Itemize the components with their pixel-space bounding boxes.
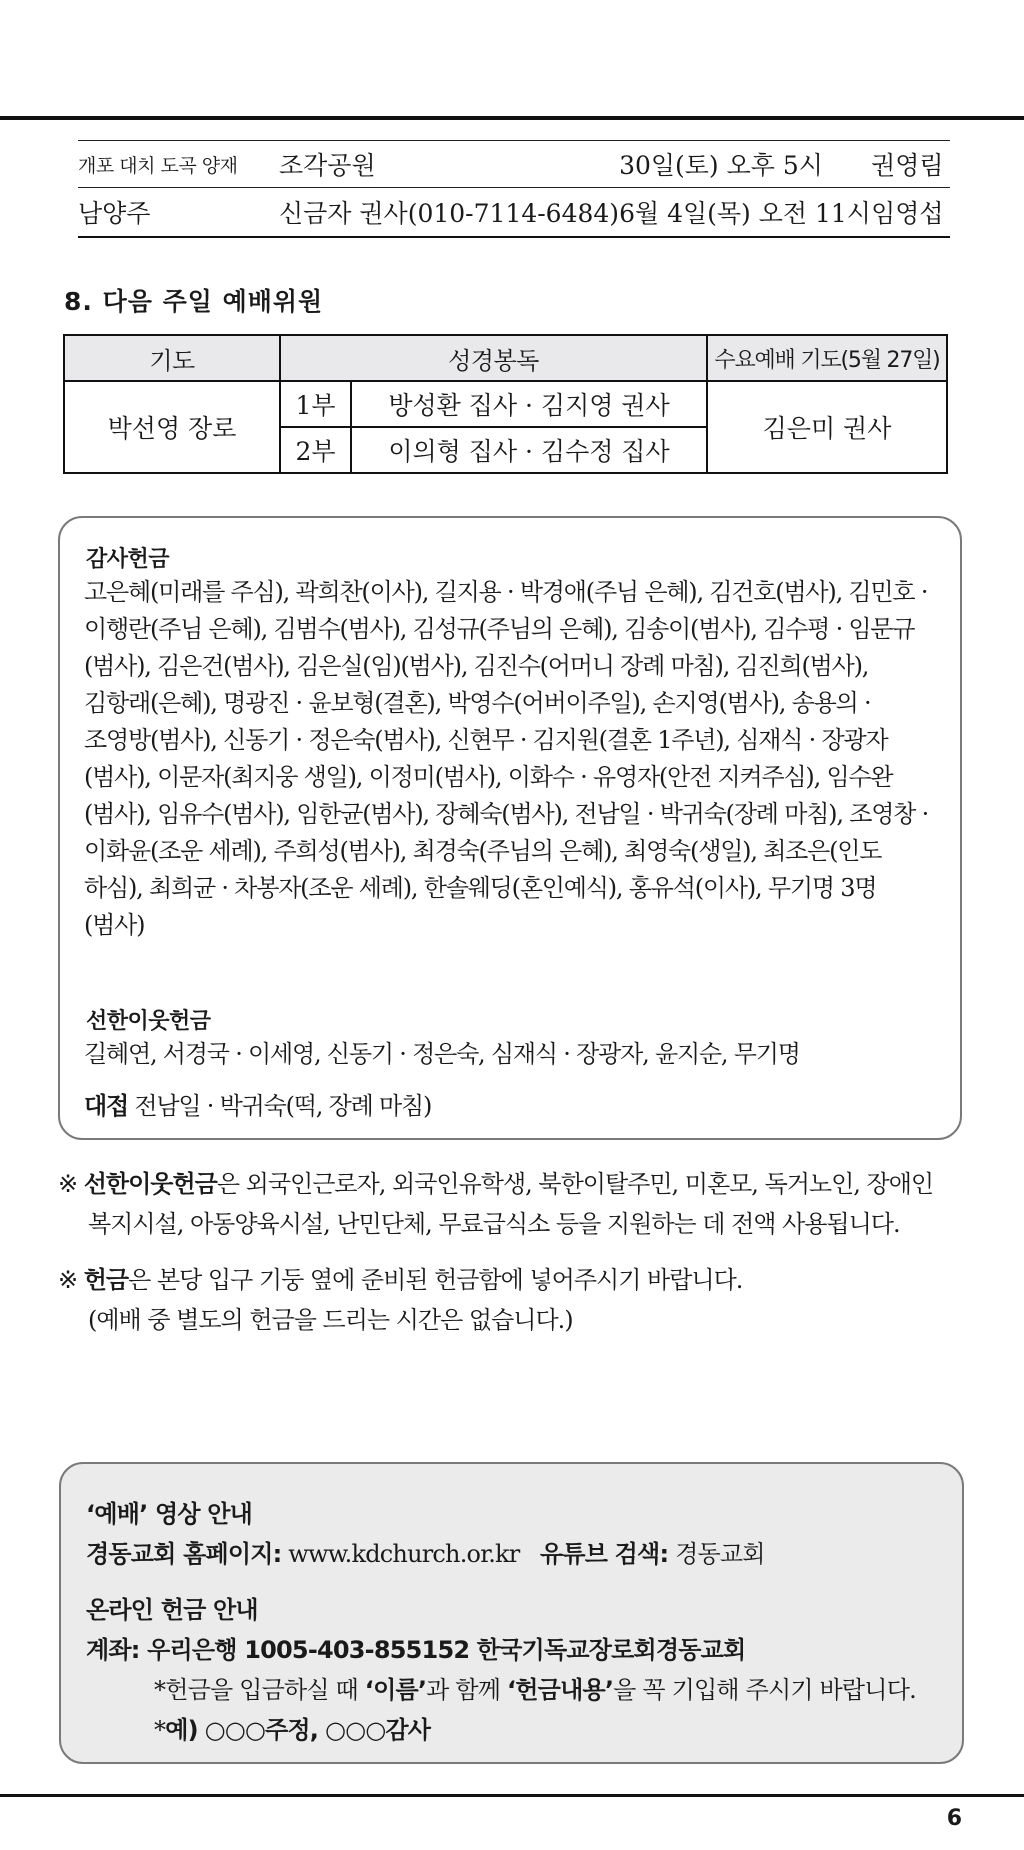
host-cell: 신금자 권사(010-7114-6484) — [279, 188, 619, 238]
offering-note — [58, 1260, 978, 1340]
reader-cell: 이의형 집사 · 김수정 집사 — [351, 427, 707, 473]
page-number: 6 — [946, 1806, 962, 1831]
note-text: 은 외국인근로자, 외국인유학생, 북한이탈주민, 미혼모, 독거노인, 장애인 — [216, 1170, 934, 1198]
note-mark: ※ — [58, 1170, 84, 1198]
wednesday-prayer-cell: 김은미 권사 — [707, 381, 947, 473]
account-value: 우리은행 1005-403-855152 한국기독교장로회경동교회 — [139, 1636, 746, 1664]
note-text: (예배 중 별도의 헌금을 드리는 시간은 없습니다.) — [88, 1306, 573, 1334]
list-item: (범사) — [84, 911, 145, 939]
list-item: 하심), 최희균 · 차봉자(조운 세례), 한솔웨딩(혼인예식), 홍유석(이사), 무기명 3명 — [84, 874, 877, 902]
neighbor-offering-title: 선한이웃헌금 — [86, 1009, 211, 1034]
neighbor-offering-note — [58, 1164, 978, 1244]
account-line — [86, 1630, 745, 1665]
list-item: 이행란(주님 은혜), 김범수(범사), 김성규(주님의 은혜), 김송이(범사), 김수평 · 임문규 — [84, 615, 915, 643]
worship-committee-table — [63, 334, 948, 474]
part-cell: 1부 — [280, 381, 351, 427]
homepage-link[interactable]: www.kdchurch.or.kr — [281, 1540, 520, 1568]
reading-header: 성경봉독 — [280, 335, 707, 381]
note-bold: 선한이웃헌금 — [83, 1170, 217, 1198]
youtube-value: 경동교회 — [668, 1540, 765, 1568]
thanks-offering-list — [84, 574, 954, 944]
treat-text: 전남일 · 박귀숙(떡, 장례 마침) — [127, 1092, 432, 1120]
list-item: (범사), 김은건(범사), 김은실(임)(범사), 김진수(어머니 장례 마침), 김진희(범사), — [84, 652, 869, 680]
section-title: 8. 다음 주일 예배위원 — [64, 287, 324, 316]
list-item: 고은혜(미래를 주심), 곽희찬(이사), 길지용 · 박경애(주님 은혜), 김건호(범사), 김민호 · — [84, 578, 928, 606]
bottom-rule — [0, 1794, 1024, 1797]
list-item: 김항래(은혜), 명광진 · 윤보형(결혼), 박영수(어버이주일), 손지영(범사), 송용의 · — [84, 689, 871, 717]
place-cell: 개포 대치 도곡 양재 — [78, 141, 279, 188]
leader-cell: 권영림 — [871, 141, 950, 188]
time-cell: 6월 4일(목) 오전 11시 — [619, 188, 871, 238]
table-row — [78, 188, 950, 238]
deposit-example: *예) ○○○주정, ○○○감사 — [154, 1716, 431, 1744]
list-item: 이화윤(조운 세례), 주희성(범사), 최경숙(주님의 은혜), 최영숙(생일), 최조은(인도 — [84, 837, 882, 865]
wednesday-prayer-header: 수요예배 기도(5월 27일) — [707, 335, 947, 381]
treat-line — [84, 1088, 954, 1125]
homepage-line — [86, 1534, 765, 1569]
top-rule — [0, 116, 1024, 120]
note-bold: 헌금 — [83, 1266, 129, 1294]
reader-cell: 방성환 집사 · 김지영 권사 — [351, 381, 707, 427]
treat-label: 대접 — [84, 1092, 128, 1120]
youtube-label: 유튜브 검색: — [539, 1540, 669, 1568]
list-item: 조영방(범사), 신동기 · 정은숙(범사), 신현무 · 김지원(결혼 1주년), 심재식 · 장광자 — [84, 726, 888, 754]
info-box — [59, 1462, 964, 1764]
place-cell: 남양주 — [78, 188, 279, 238]
prayer-cell: 박선영 장로 — [64, 381, 280, 473]
online-offering-title: 온라인 헌금 안내 — [86, 1596, 258, 1624]
thanks-offering-title: 감사헌금 — [86, 547, 170, 572]
note-text: 복지시설, 아동양육시설, 난민단체, 무료급식소 등을 지원하는 데 전액 사용됩니다. — [88, 1210, 900, 1238]
deposit-memo-note: *헌금을 입금하실 때 ‘이름’과 함께 ‘헌금내용’을 꼭 기입해 주시기 바랍니다. — [154, 1676, 916, 1704]
offering-box — [58, 516, 962, 1140]
table-header-row — [64, 335, 947, 381]
note-mark: ※ — [58, 1266, 84, 1294]
host-cell: 조각공원 — [279, 141, 619, 188]
account-label: 계좌: — [86, 1636, 140, 1664]
group-meeting-table — [78, 140, 950, 238]
time-cell: 30일(토) 오후 5시 — [619, 141, 871, 188]
video-guide-title: ‘예배’ 영상 안내 — [86, 1500, 253, 1528]
note-text: 은 본당 입구 기둥 옆에 준비된 헌금함에 넣어주시기 바랍니다. — [128, 1266, 743, 1294]
list-item: (범사), 이문자(최지웅 생일), 이정미(범사), 이화수 · 유영자(안전 지켜주심), 임수완 — [84, 763, 893, 791]
table-row — [64, 381, 947, 427]
leader-cell: 임영섭 — [871, 188, 950, 238]
homepage-label: 경동교회 홈페이지: — [86, 1540, 282, 1568]
table-row — [78, 141, 950, 188]
part-cell: 2부 — [280, 427, 351, 473]
neighbor-offering-text: 길혜연, 서경국 · 이세영, 신동기 · 정은숙, 심재식 · 장광자, 윤지순, 무기명 — [84, 1040, 800, 1068]
prayer-header: 기도 — [64, 335, 280, 381]
list-item: (범사), 임유수(범사), 임한균(범사), 장혜숙(범사), 전남일 · 박귀숙(장례 마침), 조영창 · — [84, 800, 929, 828]
